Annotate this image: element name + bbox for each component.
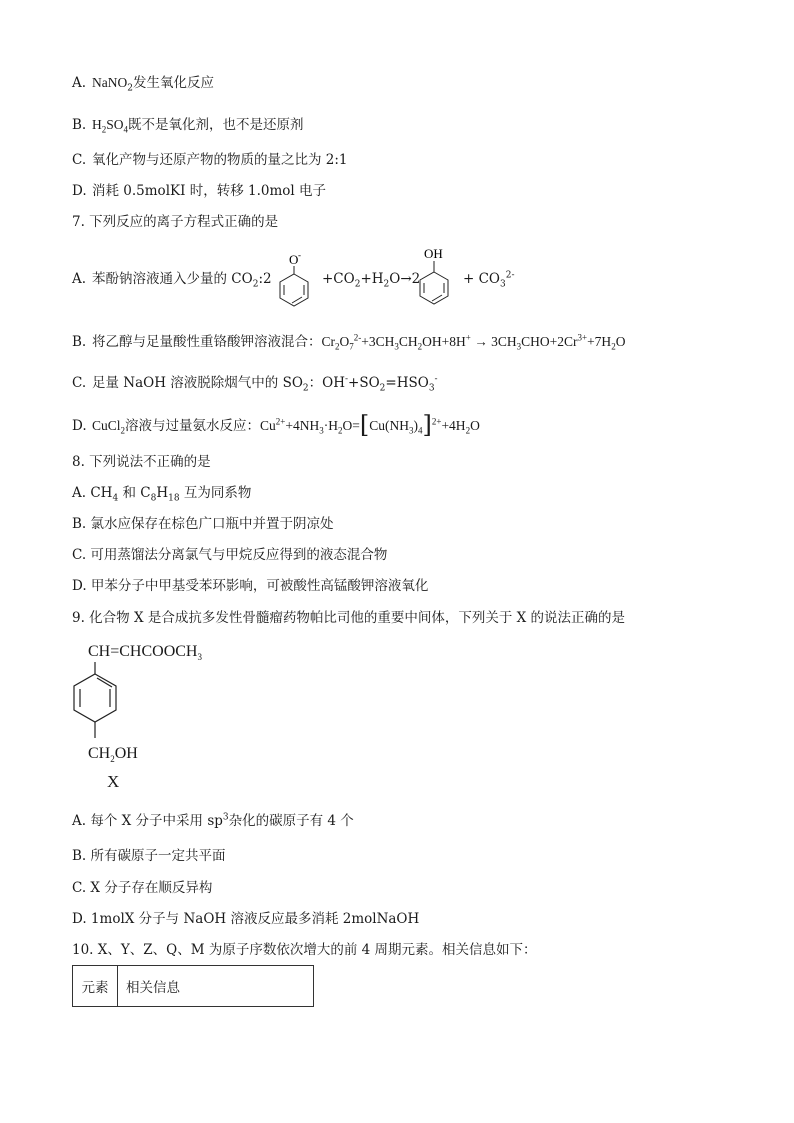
option-letter: D.: [72, 418, 87, 434]
compound-x-ring: [70, 660, 130, 746]
phenolate-structure: [270, 250, 320, 314]
q9-option-a: A. 每个 X 分子中采用 $sp^3$杂化的碳原子有 4 个: [72, 812, 354, 829]
option-text: 将乙醇与足量酸性重铬酸钾溶液混合：: [92, 334, 322, 350]
q7-option-d: [72, 411, 480, 439]
table-header-element: 元素: [73, 966, 118, 1006]
q9-option-b: B. 所有碳原子一定共平面: [72, 848, 226, 864]
q9-stem: 9. 化合物 X 是合成抗多发性骨髓瘤药物帕比司他的重要中间体，下列关于 X 的说法正确的是: [72, 610, 626, 626]
q6-option-a: A. NaNO$_2$发生氧化反应: [72, 75, 214, 94]
option-text: 氧化产物与还原产物的物质的量之比为 2:1: [92, 152, 348, 168]
q6-option-b: [72, 116, 304, 134]
formula: CuCl$_2$: [92, 418, 126, 436]
option-text: 苯酚钠溶液通入少量的 CO: [92, 271, 253, 287]
q6-option-d: [72, 182, 326, 200]
atom-label: OH: [424, 246, 443, 261]
svg-text:-: -: [298, 250, 301, 260]
atom-label: O: [289, 252, 299, 267]
q10-stem: 10. X、Y、Z、Q、M 为原子序数依次增大的前 4 周期元素。相关信息如下：: [72, 942, 537, 958]
q8-option-c: C. 可用蒸馏法分离氯气与甲烷反应得到的液态混合物: [72, 547, 388, 563]
option-text: 足量 NaOH 溶液脱除烟气中的 SO: [92, 375, 303, 391]
q7-option-c: C. 足量 NaOH 溶液脱除烟气中的 $SO_2$：$OH^-+SO_2=HSO_3^-$: [72, 374, 438, 394]
option-letter: A.: [72, 271, 87, 287]
element-info-table: [72, 965, 314, 1007]
option-text: 发生氧化反应: [132, 75, 214, 91]
q7-option-a: A. 苯酚钠溶液通入少量的 $CO_2:2$: [72, 271, 272, 290]
equation: $Cr_2O_7^{2-}+3CH_3CH_2OH+8H^+ \to 3CH_3CHO+2Cr^{3+}+7H_2O$: [321, 332, 626, 352]
option-text: A. 每个 X 分子中采用 sp: [72, 813, 223, 829]
q9-option-c: C. X 分子存在顺反异构: [72, 880, 213, 896]
option-letter: C.: [72, 152, 87, 168]
q7-a-reagents: $+CO_2+H_2O\to 2$: [322, 271, 421, 290]
option-text: 既不是氧化剂，也不是还原剂: [128, 117, 304, 133]
q7-stem: 7. 下列反应的离子方程式正确的是: [72, 214, 279, 230]
option-letter: B.: [72, 334, 87, 350]
table-header-info: 相关信息: [126, 980, 180, 996]
compound-label: X: [107, 772, 120, 791]
q8-option-d: D. 甲苯分子中甲基受苯环影响，可被酸性高锰酸钾溶液氧化: [72, 578, 429, 594]
option-text: 溶液与过量氨水反应：: [125, 418, 261, 434]
option-letter: A.: [72, 75, 87, 91]
x-bottom-group: $CH_2OH$: [88, 745, 138, 765]
q7-option-b: [72, 333, 625, 351]
option-text: A. CH: [72, 485, 113, 501]
formula: $H_2SO_4$: [92, 117, 129, 135]
q9-option-d: D. 1molX 分子与 NaOH 溶液反应最多消耗 2molNaOH: [72, 911, 420, 927]
x-top-group: $CH=CHCOOCH_3$: [88, 643, 202, 663]
option-letter: D.: [72, 183, 87, 199]
q8-option-a: A. $CH_4$ 和 $C_8H_{18}$ 互为同系物: [72, 485, 252, 504]
formula: NaNO: [92, 75, 128, 90]
q8-option-b: B. 氯水应保存在棕色广口瓶中并置于阴凉处: [72, 516, 334, 532]
q8-stem: 8. 下列说法不正确的是: [72, 454, 211, 470]
phenol-structure: [410, 244, 460, 314]
q6-option-c: [72, 151, 348, 169]
equation: $Cu^{2+}+4NH_3\cdot H_2O=[Cu(NH_3)_4]^{2+}+4H_2O$: [260, 411, 480, 439]
q7-a-product: + $CO_3^{2-}$: [463, 270, 515, 290]
option-letter: C.: [72, 375, 87, 391]
option-letter: B.: [72, 117, 87, 133]
option-text: 消耗 0.5molKI 时，转移 1.0mol 电子: [92, 183, 327, 199]
